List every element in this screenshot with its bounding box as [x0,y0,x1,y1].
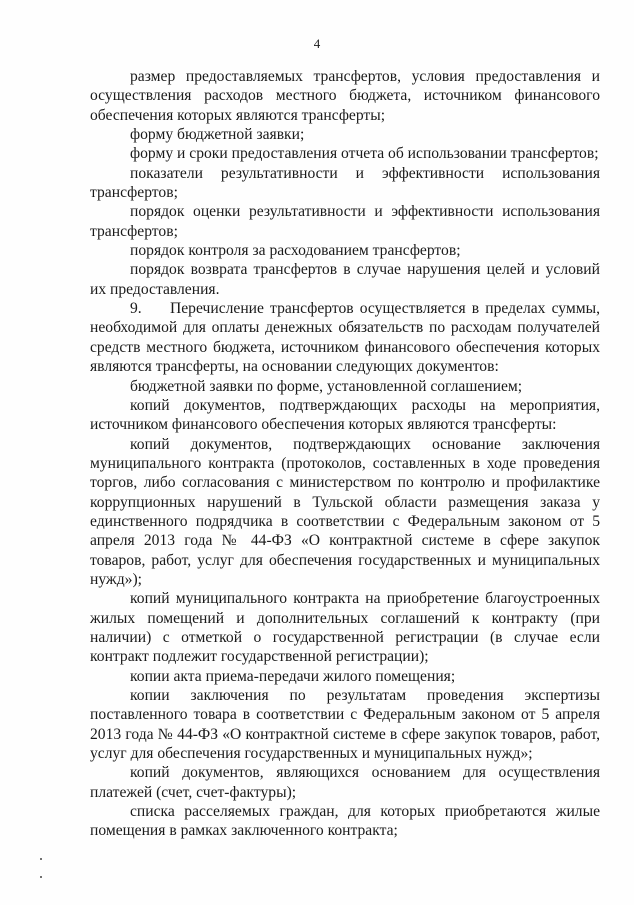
item-9-text: Перечисление трансфертов осуществляется в пределах суммы, необходимой для оплаты денежных обязательств по расходам получателей средств местного бюджета, источником финансового обеспечения которых являются трансферты, на основании следующих документов: [90,300,600,376]
paragraph-spending-control: порядок контроля за расходованием трансфертов; [130,242,461,260]
paragraph-performance-evaluation: порядок оценки результативности и эффективности использования трансфертов; [90,203,600,240]
document-expertise-conclusion: копии заключения по результатам проведения экспертизы поставленного товара в соответствии с Федеральным законом от 5 апреля 2013 года № 44-ФЗ «О контрактной системе в сфере закупок товаров, работ, услуг для обеспечения государственных и муниципальных нужд»; [90,687,600,763]
paragraph-performance-indicators: показатели результативности и эффективности использования трансфертов; [90,164,600,202]
paragraph-transfer-return: порядок возврата трансфертов в случае нарушения целей и условий их предоставления. [90,261,600,298]
page-number: 4 [313,36,321,51]
scan-artifact [40,858,42,860]
document-contract-copy: копий муниципального контракта на приобретение благоустроенных жилых помещений и дополнительных соглашений к контракту (при наличии) с отметкой о государственной регистрации (в случае если контракт подлежит государственной регистрации); [90,590,600,666]
document-resettled-list: списка расселяемых граждан, для которых приобретаются жилые помещения в рамках заключенного контракта; [90,803,600,840]
paragraph-report-form: форму и сроки предоставления отчета об использовании трансфертов; [130,145,599,163]
document-payment-basis: копий документов, являющихся основанием для осуществления платежей (счет, счет-фактуры); [90,764,600,801]
item-number: 9. [130,300,142,318]
item-9 [90,299,600,376]
paragraph-budget-request-form: форму бюджетной заявки; [130,126,305,144]
document-budget-request: бюджетной заявки по форме, установленной соглашением; [130,377,523,395]
document-expense-copies: копий документов, подтверждающих расходы на мероприятия, источником финансового обеспечения которых являются трансферты: [90,396,600,434]
document-transfer-act: копии акта приема-передачи жилого помещения; [130,667,456,685]
paragraph-transfer-size: размер предоставляемых трансфертов, условия предоставления и осуществления расходов местного бюджета, источником финансового обеспечения которых являются трансферты; [90,68,600,124]
document-body [90,67,600,841]
scan-artifact [40,876,42,878]
document-contract-basis: копий документов, подтверждающих основание заключения муниципального контракта (протоколов, составленных в ходе проведения торгов, либо согласования с министерством по контролю и профилактике коррупционных нарушений в Тульской области размещения заказа у единственного подрядчика в соответствии с Федеральным законом от 5 апреля 2013 года № 44-ФЗ «О контрактной системе в сфере закупок товаров, работ, услуг для обеспечения государственных и муниципальных нужд»); [90,435,600,588]
